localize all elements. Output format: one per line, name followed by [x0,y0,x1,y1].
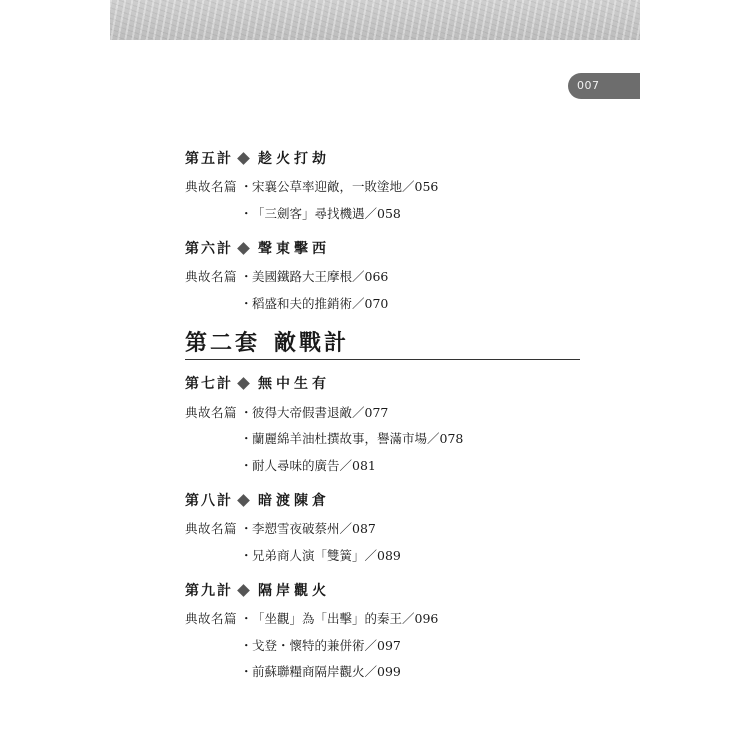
strategy-heading [185,491,330,511]
strategy-number: 第七計 [185,376,233,392]
story-title: 耐人尋味的廣告／081 [252,458,376,473]
set-title [185,328,349,358]
bullet: ・ [240,405,253,420]
set-name: 敵戰計 [274,330,350,356]
story-title: 兄弟商人演「雙簧」／089 [252,548,401,563]
story-title: 前蘇聯糧商隔岸觀火／099 [252,664,401,679]
header-texture-band [110,0,640,40]
strategy-number: 第九計 [185,583,233,599]
bullet: ・ [240,664,253,679]
strategy-name: 無中生有 [258,376,330,392]
bullet: ・ [240,296,253,311]
story-entry [185,268,388,286]
story-title: 稻盛和夫的推銷術／070 [252,296,389,311]
strategy-name: 趁火打劫 [258,151,330,167]
bullet: ・ [240,611,253,626]
diamond-icon [237,494,250,507]
diamond-icon [237,377,250,390]
bullet: ・ [240,431,253,446]
story-title: 美國鐵路大王摩根／066 [252,269,389,284]
story-lead-label: 典故名篇 [185,269,238,284]
story-entry [240,457,376,475]
strategy-heading [185,374,330,394]
story-entry [240,430,463,448]
strategy-number: 第八計 [185,493,233,509]
story-title: 蘭麗綿羊油杜撰故事，譽滿市場／078 [252,431,464,446]
strategy-number: 第五計 [185,151,233,167]
story-lead-label: 典故名篇 [185,611,238,626]
strategy-name: 聲東擊西 [258,241,330,257]
strategy-number: 第六計 [185,241,233,257]
bullet: ・ [240,269,253,284]
story-entry [185,520,376,538]
set-label: 第二套 [185,330,261,356]
diamond-icon [237,152,250,165]
story-entry [240,663,401,681]
bullet: ・ [240,521,253,536]
diamond-icon [237,242,250,255]
story-title: 李愬雪夜破蔡州／087 [252,521,376,536]
strategy-heading [185,239,330,259]
bullet: ・ [240,179,253,194]
story-title: 「坐觀」為「出擊」的秦王／096 [252,611,439,626]
bullet: ・ [240,638,253,653]
story-entry [185,610,438,628]
strategy-heading [185,149,330,169]
set-title-underline [185,359,580,360]
book-page [110,0,640,750]
strategy-heading [185,581,330,601]
story-lead-label: 典故名篇 [185,405,238,420]
bullet: ・ [240,548,253,563]
story-title: 「三劍客」尋找機遇／058 [252,206,401,221]
story-title: 宋襄公草率迎敵，一敗塗地／056 [252,179,439,194]
bullet: ・ [240,458,253,473]
story-lead-label: 典故名篇 [185,179,238,194]
story-entry [240,637,401,655]
story-entry [185,178,438,196]
story-lead-label: 典故名篇 [185,521,238,536]
story-title: 彼得大帝假書退敵／077 [252,405,389,420]
diamond-icon [237,584,250,597]
strategy-name: 暗渡陳倉 [258,493,330,509]
page-number-tab: 007 [568,73,640,99]
story-entry [240,205,401,223]
story-entry [240,547,401,565]
bullet: ・ [240,206,253,221]
story-entry [240,295,388,313]
story-title: 戈登・懷特的兼併術／097 [252,638,401,653]
story-entry [185,404,388,422]
strategy-name: 隔岸觀火 [258,583,330,599]
